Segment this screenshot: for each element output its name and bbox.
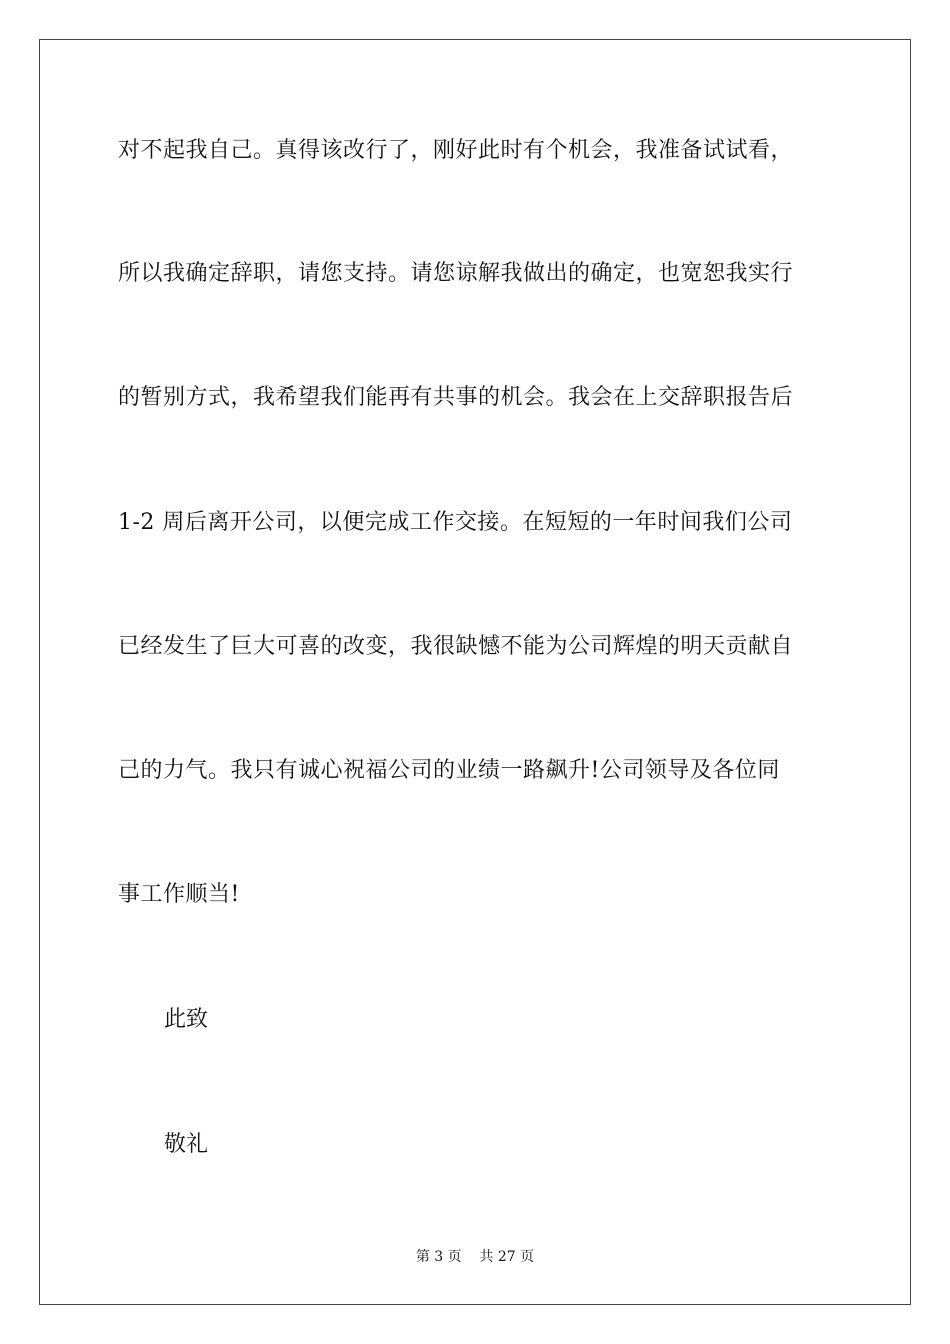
page-number-footer: 第 3 页 共 27 页: [415, 1249, 535, 1265]
closing-regards: 敬礼: [164, 1132, 209, 1157]
body-line: 1-2 周后离开公司，以便完成工作交接。在短短的一年时间我们公司: [118, 510, 793, 535]
page-border: [39, 39, 911, 1305]
body-line: 的暂别方式，我希望我们能再有共事的机会。我会在上交辞职报告后: [118, 385, 794, 410]
body-line: 对不起我自己。真得该改行了，刚好此时有个机会，我准备试试看，: [118, 138, 794, 163]
closing-salutation: 此致: [164, 1007, 209, 1032]
body-line: 已经发生了巨大可喜的改变，我很缺憾不能为公司辉煌的明天贡献自: [118, 634, 794, 659]
body-line: 事工作顺当!: [118, 882, 240, 907]
body-line: 所以我确定辞职，请您支持。请您谅解我做出的确定，也宽恕我实行: [118, 261, 794, 286]
body-line: 己的力气。我只有诚心祝福公司的业绩一路飙升!公司领导及各位同: [118, 758, 780, 783]
